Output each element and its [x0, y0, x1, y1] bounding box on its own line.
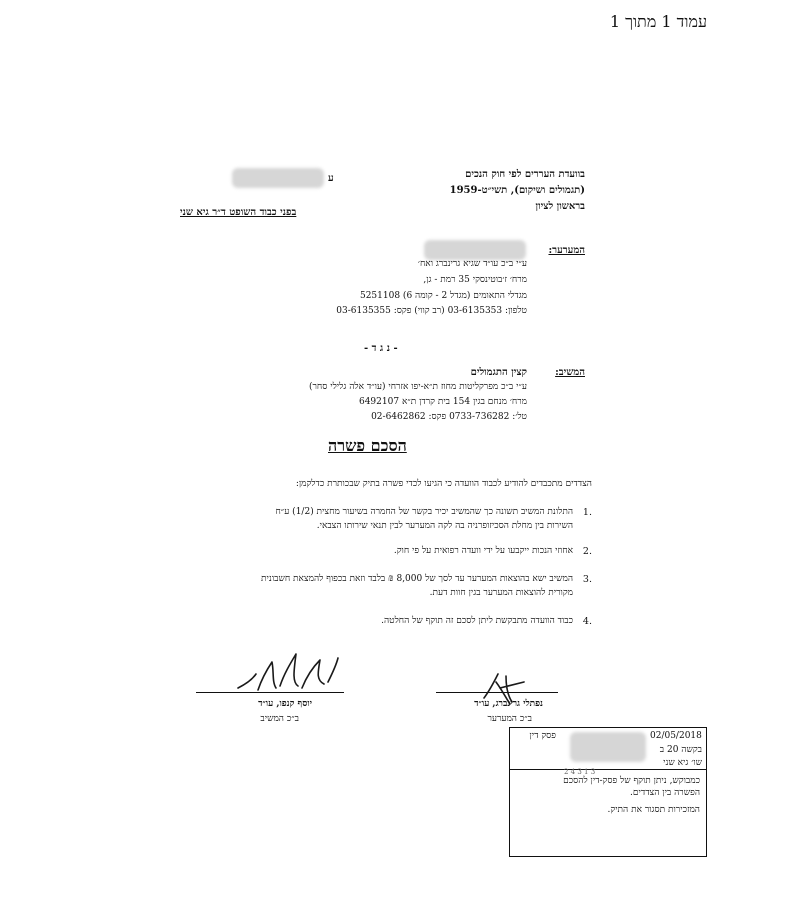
page-number: עמוד 1 מתוך 1 — [609, 12, 707, 31]
respondent-signature-icon — [232, 644, 342, 698]
item-4-number: 4. — [582, 616, 592, 627]
redacted-appellant-name — [424, 240, 526, 260]
intro-text: הצדדים מתכבדים להודיע לכבוד הוועדה כי הגיעו לכדי פשרה בתיק שבכותרת כדלקמן: — [295, 479, 592, 489]
committee-line-2: (תגמולים ושיקום), תשי״ט-1959 — [449, 185, 585, 196]
case-number-prefix: ע — [328, 173, 334, 184]
ruling-text-1: כמבוקש, ניתן תוקף של פסק-דין להסכם — [563, 776, 700, 786]
appellant-line-4: טלפון: 03-6135353 (רב קווי) פקס: 03-6135355 — [336, 306, 527, 316]
appellant-signature-line — [436, 692, 558, 693]
ruling-text-3: המזכירות תסגור את התיק. — [607, 805, 700, 815]
appellant-line-1: ע״י ב״כ עו״ד שגיא גרינברג ואח׳ — [417, 259, 527, 269]
appellant-line-2: מרח׳ ז׳בוטינסקי 35 רמת - גן, — [423, 275, 527, 285]
versus: - נ ג ד - — [364, 343, 398, 354]
ruling-type: פסק דין — [529, 731, 556, 741]
item-3-line-1: המשיב ישא בהוצאות המערער עד לסך של 8,000 ₪ בלבד וזאת בכפוף להמצאת חשבונית — [261, 574, 573, 584]
respondent-lawyer-role: ב״כ המשיב — [260, 714, 299, 724]
ruling-box — [509, 727, 707, 857]
appellant-lawyer-name: נפתלי גרינברג, עו״ד — [474, 699, 543, 709]
appellant-lawyer-role: ב״כ המערער — [487, 714, 532, 724]
item-1-line-2: השירות בין מחלת הסכיזופרניה בה לקה המערער לבין תנאי שירותו הצבאי. — [316, 521, 573, 531]
item-1-number: 1. — [582, 507, 592, 518]
appellant-line-3: מגדלי התאומים (מגדל 2 - קומה 6) 5251108 — [359, 291, 527, 301]
ruling-text-2: הפשרה בין הצדדים. — [630, 788, 700, 798]
ruling-judge: שו׳ גיא שני — [663, 758, 702, 768]
item-3-number: 3. — [582, 574, 592, 585]
item-1-line-1: התלונת המשיב תשונה כך שהמשיב יכיר בקשר של החמרה בשיעור מחצית (1/2) ע״ח — [275, 507, 573, 517]
respondent-lawyer-name: יוסף קנפו, עו״ד — [258, 699, 312, 709]
judge-line: בפני כבוד השופט ד״ר גיא שני — [180, 207, 297, 218]
item-3-line-2: מקורית להוצאות המערער בגין חוות דעת. — [429, 588, 573, 598]
redacted-ruling-details — [570, 732, 646, 762]
redacted-case-number — [232, 168, 324, 188]
respondent-label: המשיב: — [555, 367, 585, 378]
ruling-date: 02/05/2018 — [650, 731, 702, 741]
appellant-label: המערער: — [548, 245, 585, 256]
item-2-number: 2. — [582, 546, 592, 557]
committee-line-1: בוועדת העררים לפי חוק הנכים — [465, 169, 585, 180]
ruling-box-divider — [510, 769, 706, 770]
respondent-signature-line — [196, 692, 344, 693]
respondent-line-2: מרח׳ מנחם בגין 154 בית קרדן ת״א 6492107 — [358, 397, 527, 407]
committee-line-3: בראשון לציון — [535, 201, 585, 212]
ruling-request: בקשה 20 ב — [659, 745, 702, 755]
respondent-name: קצין התגמולים — [470, 367, 527, 378]
item-4-line-1: כבוד הוועדה מתבקשת ליתן לסכם זה תוקף של החלטה. — [381, 616, 573, 626]
document-title: הסכם פשרה — [328, 436, 407, 455]
respondent-line-1: ע״י ב״כ מפרקליטות מחוז ת״א-יפו אזרחי (עו״ד אלה גלילי סחר) — [308, 382, 527, 392]
item-2-line-1: אחוזי הנכות ייקבעו על ידי וועדה רפואית על פי חוק. — [393, 546, 573, 556]
respondent-line-3: טל׳: 0733-736282 פקס: 02-6462862 — [371, 412, 527, 422]
ruling-stamp: 2 4 3 1 3 — [564, 768, 596, 776]
